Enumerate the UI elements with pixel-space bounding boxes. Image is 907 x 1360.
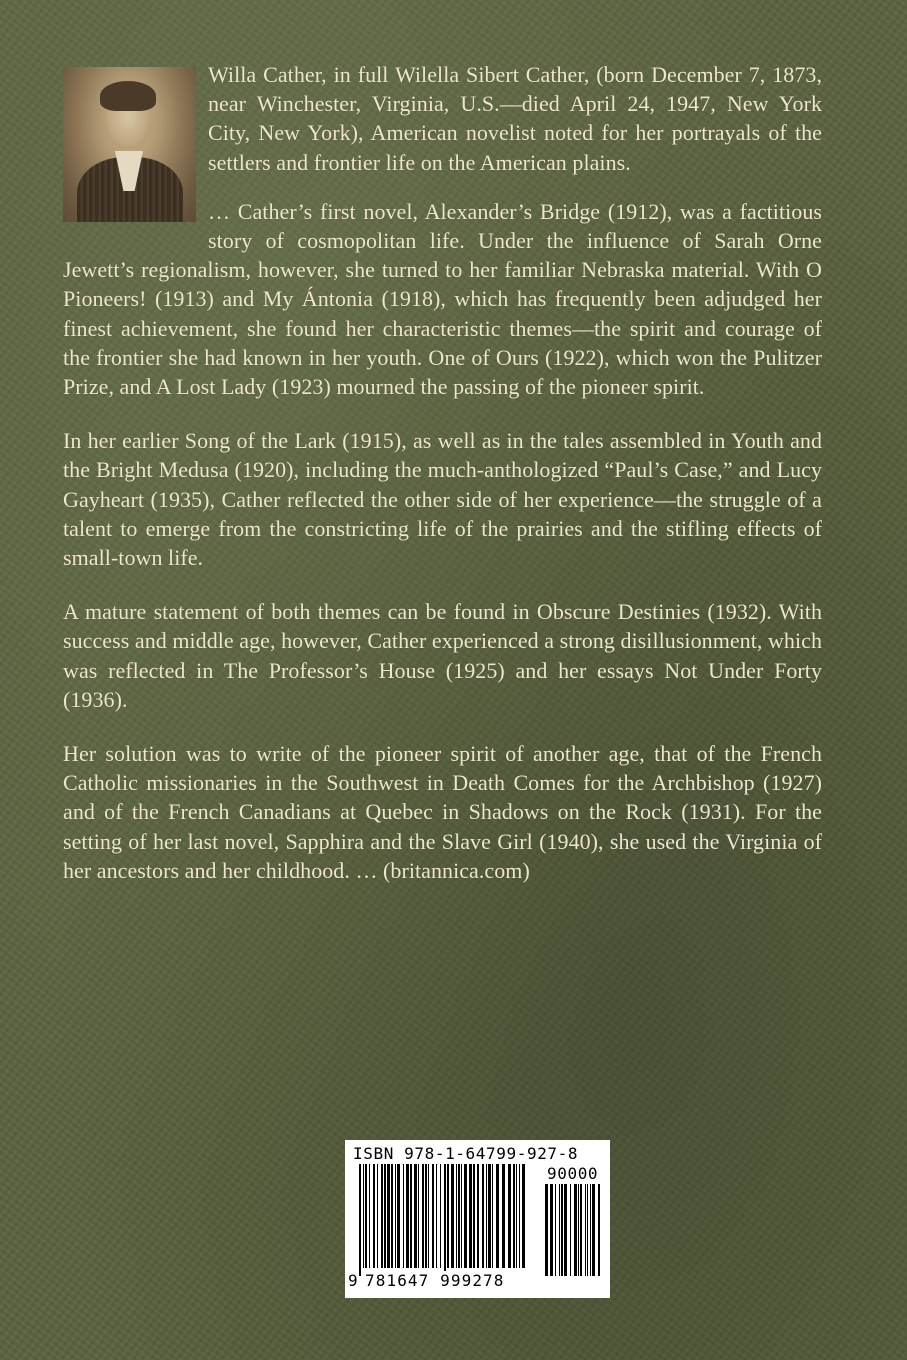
barcode-bar <box>363 1164 364 1268</box>
barcode-bar <box>561 1184 563 1276</box>
isbn-barcode <box>345 1140 610 1298</box>
barcode-bar <box>464 1164 467 1268</box>
barcode-bar <box>502 1164 505 1268</box>
price-code: 90000 <box>547 1164 599 1183</box>
barcode-bar <box>564 1184 567 1276</box>
barcode-bar <box>451 1164 454 1268</box>
barcode-bar <box>496 1164 499 1268</box>
barcode-bar <box>545 1184 548 1276</box>
barcode-bar <box>516 1164 517 1268</box>
barcode-bar <box>422 1164 424 1268</box>
barcode-bar <box>570 1184 571 1276</box>
barcode-bar <box>397 1164 400 1268</box>
paragraph-later-novels: Her solution was to write of the pioneer spirit of another age, that of the French Catholic missionaries in the Southwest in Death Comes for the Archbishop (1927) and of the French Canadians at Quebec in Shadows on the Rock (1931). For the setting of her last novel, Sapphira and the Slave Girl (1940), she used the Virginia of her ancestors and her childhood. … (britannica.com) <box>63 741 822 883</box>
barcode-bar <box>486 1164 487 1268</box>
barcode-bar <box>436 1164 437 1268</box>
barcode-bar <box>359 1164 361 1276</box>
barcode-bar <box>482 1164 484 1268</box>
barcode-bar <box>492 1164 493 1268</box>
barcode-bar <box>428 1164 429 1268</box>
barcode-bar <box>473 1164 475 1268</box>
barcode-bar <box>488 1164 491 1268</box>
barcode-bar <box>395 1164 396 1268</box>
barcode-bar <box>456 1164 457 1268</box>
barcode-bar <box>598 1184 600 1276</box>
ean-digits: 781647 999278 <box>365 1271 505 1290</box>
barcode-bar <box>461 1164 462 1268</box>
barcode-bar <box>384 1164 386 1268</box>
paragraph-early-novels: … Cather’s first novel, Alexander’s Bridge (1912), was a factitious story of cosmopolitan life. Under the influence of Sarah Orne Jewett’s regionalism, however, she turned to her familiar Nebraska material. With O Pioneers! (1913) and My Ántonia (1918), which has frequently been adjudged her finest achievement, she found her characteristic themes—the spirit and courage of the frontier she had known in her youth. One of Ours (1922), which won the Pulitzer Prize, and A Lost Lady (1923) mourned the passing of the pioneer spirit. <box>63 198 822 400</box>
barcode-bar <box>387 1164 390 1268</box>
barcode-bar <box>381 1164 383 1268</box>
barcode-bar <box>513 1164 515 1268</box>
barcode-bar <box>406 1164 409 1268</box>
barcode-bar <box>418 1164 419 1268</box>
barcode-bar <box>585 1184 586 1276</box>
barcode-bar <box>519 1164 520 1268</box>
barcode-bar <box>365 1164 367 1268</box>
barcode-bar <box>391 1164 393 1268</box>
back-cover-text <box>63 60 822 910</box>
isbn-label: ISBN 978-1-64799-927-8 <box>353 1144 579 1163</box>
barcode-bar <box>458 1164 460 1268</box>
barcode-bar <box>377 1164 378 1268</box>
barcode-bar <box>425 1164 427 1268</box>
bio-paragraph: Willa Cather, in full Wilella Sibert Cather, (born December 7, 1873, near Winchester, Virginia, U.S.—died April 24, 1947, New York City, New York), American novelist noted for her portrayals of the settlers and frontier life on the American plains. <box>208 62 822 175</box>
barcode-bar <box>587 1184 588 1276</box>
barcode-bar <box>580 1184 582 1276</box>
barcode-bar <box>444 1164 446 1276</box>
paragraph-mature-themes: A mature statement of both themes can be found in Obscure Destinies (1932). With success and middle age, however, Cather experienced a strong disillusionment, which was reflected in The Professor’s House (1925) and her essays Not Under Forty (1936). <box>63 599 822 712</box>
barcode-bar <box>555 1184 556 1276</box>
barcode-bar <box>403 1164 404 1268</box>
barcode-bar <box>440 1164 441 1268</box>
paragraph-song-of-the-lark: In her earlier Song of the Lark (1915), as well as in the tales assembled in Youth and the Bright Medusa (1920), including the much-anthologized “Paul’s Case,” and Lucy Gayheart (1935), Cather reflected the other side of her experience—the struggle of a talent to emerge from the constricting life of the prairies and the stifling effects of small-town life. <box>63 428 822 571</box>
barcode-bar <box>522 1164 525 1268</box>
barcode-bar <box>477 1164 479 1268</box>
barcode-bar <box>592 1184 595 1276</box>
barcode-bar <box>369 1164 370 1268</box>
barcode-bar <box>447 1164 449 1268</box>
barcode-bar <box>590 1184 591 1276</box>
ean-first-digit: 9 <box>348 1271 358 1290</box>
barcode-bar <box>469 1164 472 1268</box>
barcode-bar <box>559 1184 560 1276</box>
barcode-bar <box>550 1184 553 1276</box>
barcode-bar <box>410 1164 412 1268</box>
price-barcode-bars <box>545 1184 602 1276</box>
barcode-bar <box>373 1164 375 1268</box>
barcode-bar <box>432 1164 434 1268</box>
ean-barcode-bars <box>359 1164 528 1276</box>
barcode-bar <box>508 1164 511 1268</box>
barcode-bar <box>414 1164 417 1268</box>
author-portrait <box>63 67 196 222</box>
barcode-bar <box>574 1184 577 1276</box>
barcode-bar <box>578 1184 579 1276</box>
